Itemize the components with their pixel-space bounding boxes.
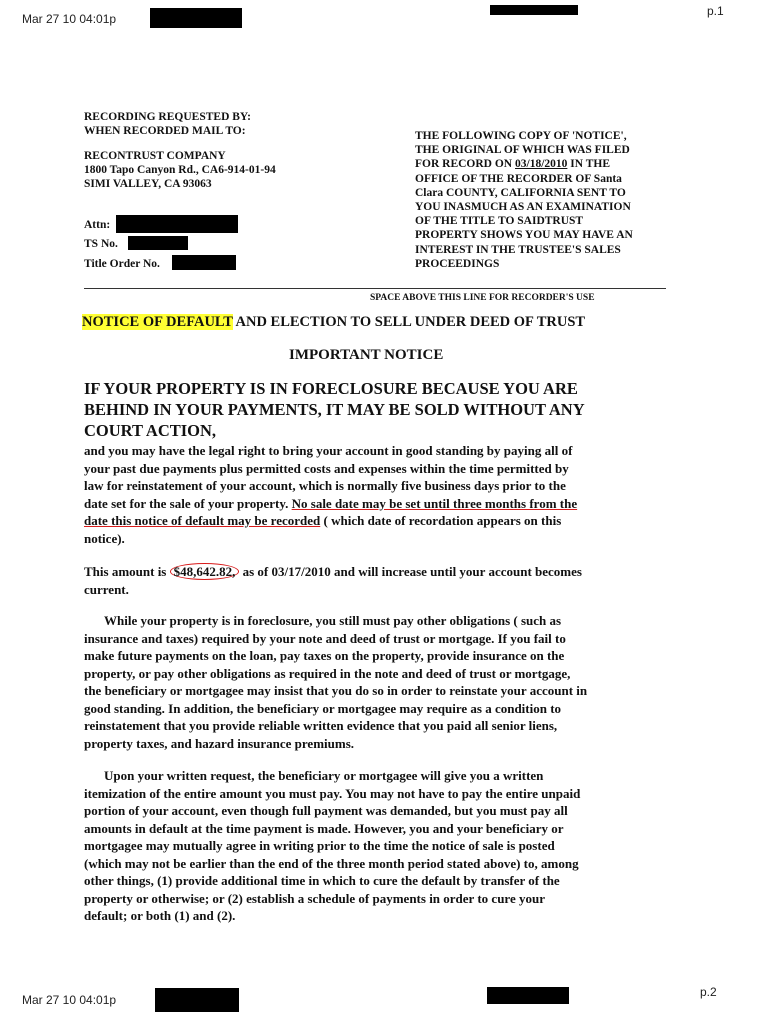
paragraph-line: reinstatement that you provide reliable written evidence that you paid all senior liens, [84,718,558,733]
ts-number-label: TS No. [84,238,118,250]
paragraph-obligations [84,612,684,752]
document-title-rest: AND ELECTION TO SELL UNDER DEED OF TRUST [232,314,586,330]
paragraph-line: Upon your written request, the beneficiary or mortgagee will give you a written [104,768,544,783]
copy-notice-line: YOU INASMUCH AS AN EXAMINATION [415,201,631,214]
paragraph-line [84,495,684,513]
paragraph-line: current. [84,581,129,597]
redaction-title-order [172,255,236,270]
important-notice-heading: IMPORTANT NOTICE [289,347,444,363]
fax-footer-page: p.2 [700,985,717,999]
fax-footer-date: Mar 27 10 04:01p [22,993,117,1007]
paragraph-reinstatement [84,442,684,547]
copy-notice-line: OF THE TITLE TO SAIDTRUST [415,215,584,228]
paragraph-line: property taxes, and hazard insurance premiums. [84,735,354,751]
redaction-header-left [150,8,242,28]
company-address-line2: SIMI VALLEY, CA 93063 [84,178,212,190]
paragraph-amount [84,563,684,598]
title-order-label: Title Order No. [84,258,160,270]
copy-notice-line: THE FOLLOWING COPY OF 'NOTICE', [415,130,627,142]
paragraph-line: portion of your account, even though full payment was demanded, but you must pay all [84,803,568,818]
underlined-recorded-text: date this notice of default may be recorded [84,513,321,528]
paragraph-text: ( which date of recordation appears on this [320,513,562,528]
paragraph-line: law for reinstatement of your account, which is normally five business days prior to the [84,478,566,493]
paragraph-line [84,512,684,530]
circled-amount: $48,642.82, [170,563,240,580]
copy-notice-line: INTEREST IN THE TRUSTEE'S SALES [415,243,621,256]
paragraph-line: good standing. In addition, the beneficiary or mortgagee may require as a condition to [84,700,562,716]
paragraph-line [84,563,684,581]
when-recorded-mail-to: WHEN RECORDED MAIL TO: [84,125,246,137]
copy-notice-line: OFFICE OF THE RECORDER OF Santa [415,172,622,185]
paragraph-line: insurance and taxes) required by your note and deed of trust or mortgage. If you fail to [84,630,566,646]
paragraph-line: property or otherwise; or (2) establish a schedule of payments in order to cure your [84,890,545,906]
paragraph-line: mortgagee may mutually agree in writing prior to the time the notice of sale is posted [84,838,555,853]
paragraph-text: date set for the sale of your property. [84,495,292,511]
notice-of-default-highlight: NOTICE OF DEFAULT [82,314,233,330]
attn-label: Attn: [84,219,111,231]
redaction-attn [116,215,238,233]
warning-line: COURT ACTION, [84,421,217,440]
copy-notice-line: PROPERTY SHOWS YOU MAY HAVE AN [415,229,633,242]
paragraph-line: and you may have the legal right to bring your account in good standing by paying all of [84,443,573,458]
paragraph-line: the beneficiary or mortgagee may insist that you do so in order to reinstate your account in [84,683,588,698]
document-title [82,314,585,331]
fax-header-date: Mar 27 10 04:01p [22,12,117,26]
recorder-use-divider [84,288,666,289]
copy-notice-text: FOR RECORD ON [415,158,515,171]
paragraph-line: (which may not be earlier than the end of the three month period stated above) to, among [84,855,579,871]
paragraph-line: other things, (1) provide additional time in which to cure the default by transfer of the [84,873,560,888]
redaction-footer-right [487,987,569,1004]
paragraph-line: amounts in default at the time payment is made. However, you and your beneficiary or [84,820,564,836]
paragraph-line: make future payments on the loan, pay taxes on the property, provide insurance on the [84,648,565,663]
paragraph-text: This amount is [84,564,170,579]
recorded-date: 03/18/2010 [515,158,568,171]
redaction-header-right [490,5,578,15]
copy-notice-text: IN THE [567,158,610,171]
copy-notice-line: THE ORIGINAL OF WHICH WAS FILED [415,144,630,157]
recording-block [84,110,384,191]
copy-notice-line: PROCEEDINGS [415,257,500,270]
company-address-line1: 1800 Tapo Canyon Rd., CA6-914-01-94 [84,164,276,176]
underlined-sale-date-text: No sale date may be set until three months from the [291,495,578,511]
paragraph-line: notice). [84,530,125,546]
paragraph-line: property, or pay other obligations as required in the note and deed of trust or mortgage, [84,665,571,681]
company-name: RECONTRUST COMPANY [84,150,226,162]
copy-notice-block [415,129,675,271]
paragraph-written-request [84,767,684,925]
warning-line: IF YOUR PROPERTY IS IN FORECLOSURE BECAUSE YOU ARE [84,379,578,398]
paragraph-line: While your property is in foreclosure, you still must pay other obligations ( such as [104,613,562,628]
redaction-ts-number [128,236,188,250]
copy-notice-line: Clara COUNTY, CALIFORNIA SENT TO [415,186,626,199]
fax-header-page: p.1 [707,4,724,18]
space-above-label: SPACE ABOVE THIS LINE FOR RECORDER'S USE [370,293,595,303]
recording-requested-by: RECORDING REQUESTED BY: [84,111,251,123]
copy-notice-line [415,157,675,171]
redaction-footer-left [155,988,239,1012]
paragraph-line: default; or both (1) and (2). [84,908,236,923]
paragraph-line: your past due payments plus permitted costs and expenses within the time permitted by [84,460,569,476]
paragraph-text: as of 03/17/2010 and will increase until your account becomes [239,564,582,579]
foreclosure-warning [84,378,585,441]
paragraph-line: itemization of the entire amount you must pay. You may not have to pay the entire unpaid [84,785,581,801]
warning-line: BEHIND IN YOUR PAYMENTS, IT MAY BE SOLD WITHOUT ANY [84,400,585,419]
